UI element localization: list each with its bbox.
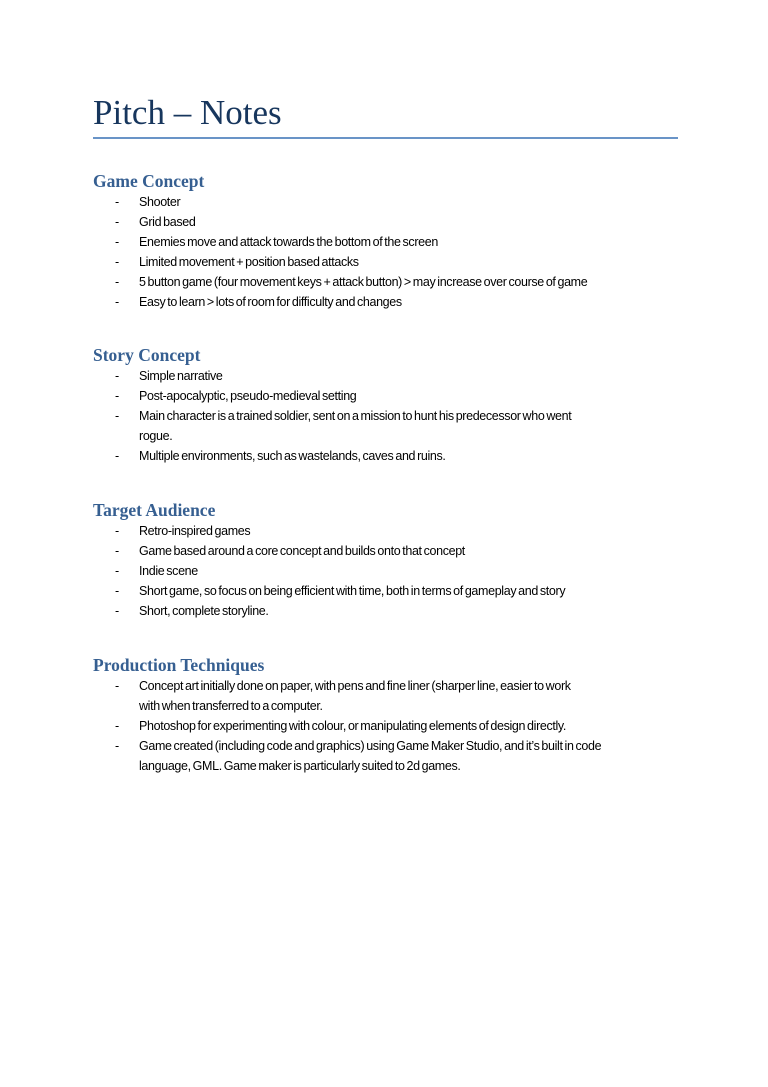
dash-bullet: - [115,255,119,269]
item-text: Multiple environments, such as wastelands, caves and ruins. [139,449,446,463]
dash-bullet: - [115,215,119,229]
dash-bullet: - [115,604,119,618]
item-text: Post-apocalyptic, pseudo-medieval setting [139,389,357,403]
dash-bullet: - [115,449,119,463]
item-text: Photoshop for experimenting with colour, or manipulating elements of design directly. [139,719,567,733]
list-item [93,406,683,446]
section-story-concept [93,344,683,466]
section-heading: Game Concept [93,171,205,191]
bullet-list [93,521,683,621]
dash-bullet: - [115,195,119,209]
dash-bullet: - [115,275,119,289]
item-text: Grid based [139,215,196,229]
list-item [93,581,683,601]
list-item [93,386,683,406]
item-text: Main character is a trained soldier, sent on a mission to hunt his predecessor who went [139,409,572,423]
page-title: Pitch – Notes [93,93,282,132]
item-text: Game created (including code and graphics) using Game Maker Studio, and it’s built in code [139,739,602,753]
item-text: Concept art initially done on paper, with pens and fine liner (sharper line, easier to work [139,679,571,693]
dash-bullet: - [115,524,119,538]
list-item [93,521,683,541]
dash-bullet: - [115,389,119,403]
list-item [93,736,683,776]
dash-bullet: - [115,295,119,309]
dash-bullet: - [115,679,119,693]
dash-bullet: - [115,235,119,249]
list-item [93,252,683,272]
section-target-audience [93,499,683,621]
list-item [93,601,683,621]
title-underline [93,137,678,139]
item-text-continued: rogue. [139,429,173,443]
list-item [93,292,683,312]
dash-bullet: - [115,739,119,753]
item-text: Short game, so focus on being efficient with time, both in terms of gameplay and story [139,584,566,598]
list-item [93,232,683,252]
item-text: Simple narrative [139,369,223,383]
item-text: Limited movement + position based attacks [139,255,359,269]
item-text: Enemies move and attack towards the bottom of the screen [139,235,438,249]
bullet-list [93,192,683,312]
section-production-techniques [93,654,683,776]
item-text: Game based around a core concept and builds onto that concept [139,544,465,558]
item-text: Shooter [139,195,181,209]
dash-bullet: - [115,584,119,598]
list-item [93,561,683,581]
list-item [93,366,683,386]
item-text: Easy to learn > lots of room for difficulty and changes [139,295,402,309]
list-item [93,676,683,716]
section-heading: Production Techniques [93,655,265,675]
item-text-continued: with when transferred to a computer. [139,699,323,713]
dash-bullet: - [115,564,119,578]
list-item [93,192,683,212]
dash-bullet: - [115,369,119,383]
item-text: 5 button game (four movement keys + attack button) > may increase over course of game [139,275,588,289]
item-text: Indie scene [139,564,198,578]
item-text-continued: language, GML. Game maker is particularly suited to 2d games. [139,759,461,773]
list-item [93,212,683,232]
list-item [93,716,683,736]
section-heading: Target Audience [93,500,216,520]
bullet-list [93,676,683,776]
list-item [93,272,683,292]
item-text: Retro-inspired games [139,524,251,538]
section-heading: Story Concept [93,345,201,365]
dash-bullet: - [115,409,119,423]
dash-bullet: - [115,719,119,733]
bullet-list [93,366,683,466]
list-item [93,541,683,561]
item-text: Short, complete storyline. [139,604,269,618]
section-game-concept [93,170,683,312]
dash-bullet: - [115,544,119,558]
list-item [93,446,683,466]
